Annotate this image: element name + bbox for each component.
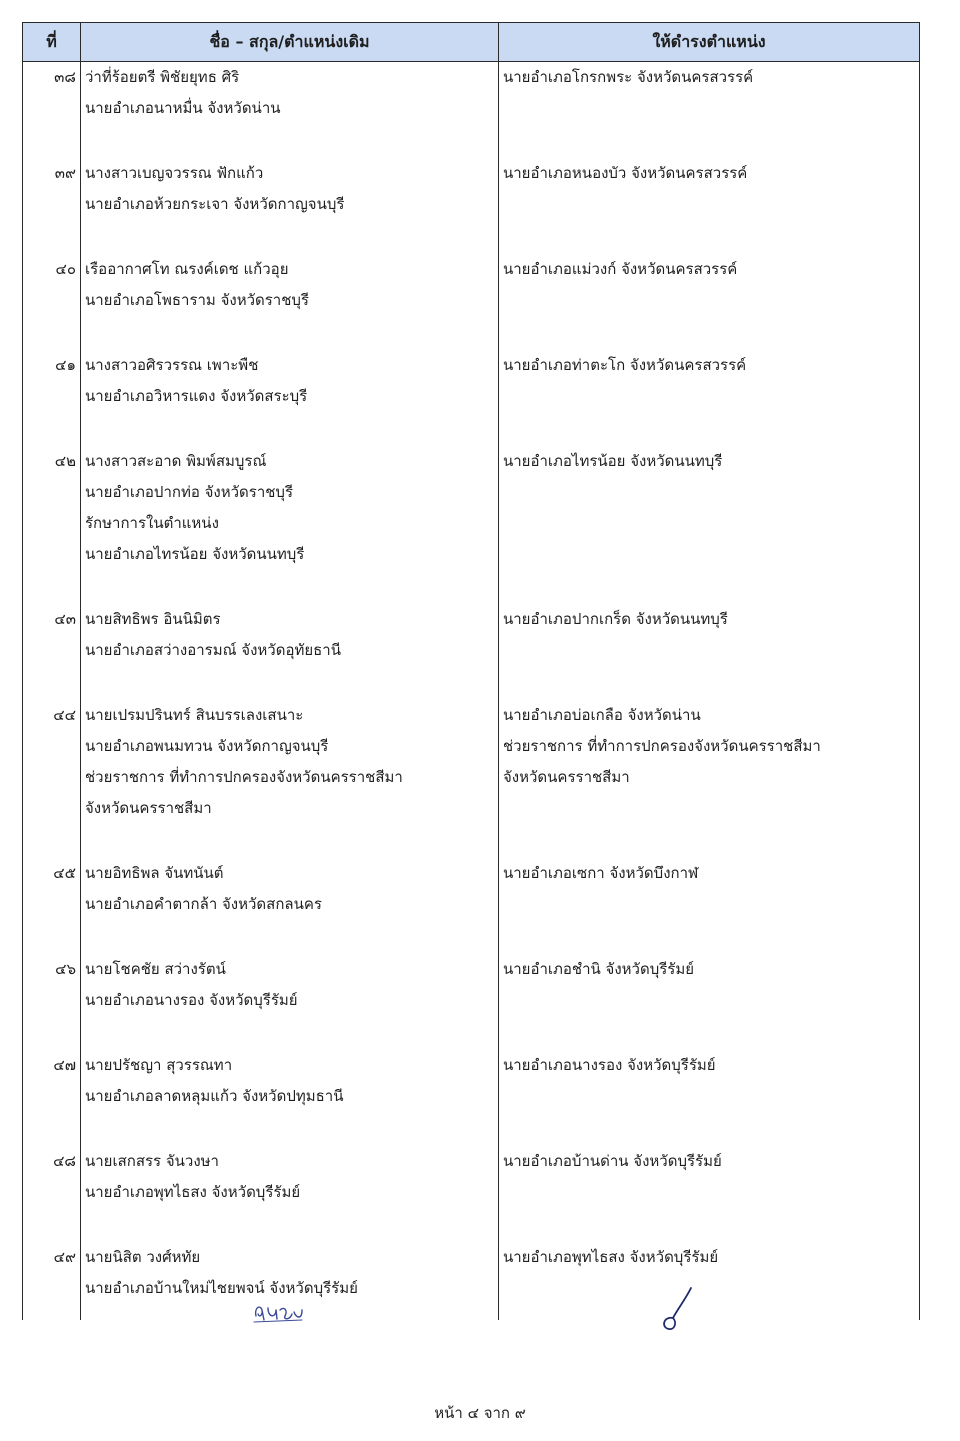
new-position-line: นายอำเภอชำนิ จังหวัดบุรีรัมย์ (503, 960, 695, 978)
row-number: ๔๕ (53, 864, 76, 882)
row-number: ๔๖ (55, 960, 76, 978)
row-number: ๔๑ (55, 356, 76, 374)
row-number-cell (23, 1146, 81, 1242)
old-position-line: จังหวัดนครราชสีมา (85, 799, 212, 817)
old-position-line: นายอำเภอวิหารแดง จังหวัดสระบุรี (85, 387, 308, 405)
row-number: ๓๘ (54, 68, 76, 86)
new-position-line: ช่วยราชการ ที่ทำการปกครองจังหวัดนครราชสีมา (503, 737, 821, 755)
old-position-line: นายอำเภอนาหมื่น จังหวัดน่าน (85, 99, 281, 117)
table-row (23, 858, 920, 954)
old-position-line: นายปรัชญา สุวรรณทา (85, 1056, 233, 1074)
old-position-line: นายอำเภอห้วยกระเจา จังหวัดกาญจนบุรี (85, 195, 345, 213)
column-header-old-position: ชื่อ – สกุล/ตำแหน่งเดิม (81, 23, 499, 62)
row-number-cell (23, 954, 81, 1050)
old-position-line: นายเปรมปรินทร์ สินบรรเลงเสนาะ (85, 706, 304, 724)
old-position-line: นายนิสิต วงศ์หทัย (85, 1248, 201, 1266)
old-position-cell (81, 858, 499, 954)
old-position-line: นางสาวสะอาด พิมพ์สมบูรณ์ (85, 452, 267, 470)
table-row (23, 1242, 920, 1320)
table-row (23, 700, 920, 858)
new-position-line: นายอำเภอนางรอง จังหวัดบุรีรัมย์ (503, 1056, 716, 1074)
old-position-line: รักษาการในตำแหน่ง (85, 514, 219, 532)
old-position-line: นายอำเภอคำตากล้า จังหวัดสกลนคร (85, 895, 322, 913)
old-position-line: นายเสกสรร จันวงษา (85, 1152, 219, 1170)
row-number-cell (23, 350, 81, 446)
table-row (23, 350, 920, 446)
new-position-cell (499, 858, 920, 954)
new-position-line: นายอำเภอเซกา จังหวัดบึงกาฬ (503, 864, 699, 882)
old-position-line: นางสาวเบญจวรรณ ฟักแก้ว (85, 164, 264, 182)
row-number: ๔๓ (54, 610, 76, 628)
row-number: ๓๙ (54, 164, 76, 182)
row-number-cell (23, 446, 81, 604)
row-number-cell (23, 700, 81, 858)
new-position-line: นายอำเภอบ่อเกลือ จังหวัดน่าน (503, 706, 701, 724)
new-position-line: นายอำเภอบ้านด่าน จังหวัดบุรีรัมย์ (503, 1152, 722, 1170)
new-position-line: นายอำเภอหนองบัว จังหวัดนครสวรรค์ (503, 164, 748, 182)
new-position-cell (499, 700, 920, 858)
row-number-cell (23, 62, 81, 159)
table-body (23, 62, 920, 1321)
old-position-line: เรืออากาศโท ณรงค์เดช แก้วอุย (85, 260, 289, 278)
old-position-line: นายอำเภอสว่างอารมณ์ จังหวัดอุทัยธานี (85, 641, 341, 659)
row-number: ๔๒ (54, 452, 76, 470)
old-position-cell (81, 954, 499, 1050)
row-number-cell (23, 1242, 81, 1320)
row-number: ๔๐ (55, 260, 76, 278)
old-position-cell (81, 604, 499, 700)
new-position-cell (499, 158, 920, 254)
new-position-line: นายอำเภอปากเกร็ด จังหวัดนนทบุรี (503, 610, 728, 628)
old-position-line: นางสาวอศิรวรรณ เพาะพืช (85, 356, 259, 374)
table-header-row (23, 23, 920, 62)
row-number: ๔๗ (53, 1056, 76, 1074)
appointment-table (22, 22, 920, 1320)
table-row (23, 604, 920, 700)
old-position-line: นายอำเภอไทรน้อย จังหวัดนนทบุรี (85, 545, 305, 563)
new-position-cell (499, 1050, 920, 1146)
new-position-cell (499, 1242, 920, 1320)
old-position-cell (81, 700, 499, 858)
new-position-cell (499, 350, 920, 446)
old-position-cell (81, 446, 499, 604)
column-header-number: ที่ (23, 23, 81, 62)
old-position-line: นายอำเภอโพธาราม จังหวัดราชบุรี (85, 291, 309, 309)
table-row (23, 446, 920, 604)
row-number-cell (23, 158, 81, 254)
table-row (23, 62, 920, 159)
table-row (23, 1050, 920, 1146)
row-number: ๔๔ (53, 706, 76, 724)
column-header-new-position: ให้ดำรงตำแหน่ง (499, 23, 920, 62)
old-position-line: นายอำเภอปากท่อ จังหวัดราชบุรี (85, 483, 294, 501)
new-position-cell (499, 62, 920, 159)
row-number: ๔๘ (53, 1152, 76, 1170)
old-position-line: นายอำเภอลาดหลุมแก้ว จังหวัดปทุมธานี (85, 1087, 344, 1105)
signature-right (655, 1282, 699, 1334)
table-row (23, 1146, 920, 1242)
row-number-cell (23, 858, 81, 954)
new-position-line: นายอำเภอพุทไธสง จังหวัดบุรีรัมย์ (503, 1248, 719, 1266)
new-position-cell (499, 1146, 920, 1242)
old-position-cell (81, 158, 499, 254)
table-row (23, 954, 920, 1050)
new-position-line: นายอำเภอโกรกพระ จังหวัดนครสวรรค์ (503, 68, 754, 86)
old-position-cell (81, 1050, 499, 1146)
row-number-cell (23, 604, 81, 700)
page-number: หน้า ๔ จาก ๙ (434, 1404, 526, 1422)
old-position-line: นายอำเภอบ้านใหม่ไชยพจน์ จังหวัดบุรีรัมย์ (85, 1279, 358, 1297)
old-position-line: ช่วยราชการ ที่ทำการปกครองจังหวัดนครราชสีมา (85, 768, 403, 786)
old-position-cell (81, 62, 499, 159)
new-position-cell (499, 604, 920, 700)
new-position-line: นายอำเภอท่าตะโก จังหวัดนครสวรรค์ (503, 356, 747, 374)
row-number-cell (23, 1050, 81, 1146)
old-position-line: นายอำเภอพนมทวน จังหวัดกาญจนบุรี (85, 737, 329, 755)
old-position-line: นายสิทธิพร อินนิมิตร (85, 610, 221, 628)
old-position-cell (81, 1146, 499, 1242)
row-number-cell (23, 254, 81, 350)
signature-left (250, 1298, 306, 1326)
new-position-line: จังหวัดนครราชสีมา (503, 768, 630, 786)
old-position-cell (81, 254, 499, 350)
new-position-cell (499, 254, 920, 350)
old-position-line: นายโชคชัย สว่างรัตน์ (85, 960, 226, 978)
table-row (23, 158, 920, 254)
old-position-cell (81, 350, 499, 446)
old-position-line: ว่าที่ร้อยตรี พิชัยยุทธ ศิริ (85, 68, 240, 86)
new-position-cell (499, 954, 920, 1050)
old-position-line: นายอำเภอพุทไธสง จังหวัดบุรีรัมย์ (85, 1183, 301, 1201)
row-number: ๔๙ (53, 1248, 76, 1266)
table-row (23, 254, 920, 350)
old-position-line: นายอิทธิพล จันทนันต์ (85, 864, 224, 882)
old-position-line: นายอำเภอนางรอง จังหวัดบุรีรัมย์ (85, 991, 298, 1009)
new-position-line: นายอำเภอแม่วงก์ จังหวัดนครสวรรค์ (503, 260, 738, 278)
new-position-cell (499, 446, 920, 604)
new-position-line: นายอำเภอไทรน้อย จังหวัดนนทบุรี (503, 452, 723, 470)
